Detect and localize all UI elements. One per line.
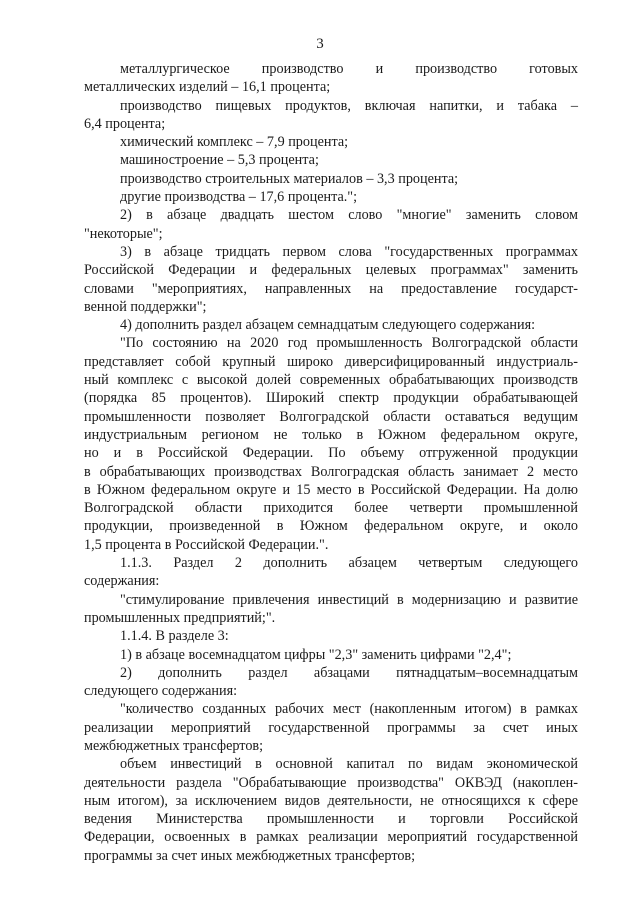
text-line: ный комплекс с высокой долей современных обрабатывающих производств bbox=[84, 372, 578, 389]
text-line: "некоторые"; bbox=[84, 225, 163, 242]
text-line: 4) дополнить раздел абзацем семнадцатым следующего содержания: bbox=[120, 317, 536, 334]
text-line: промышленных предприятий;". bbox=[84, 609, 276, 626]
text-line: содержания: bbox=[84, 573, 160, 590]
text-line: производство пищевых продуктов, включая напитки, и табака – bbox=[120, 97, 578, 114]
text-line: венной поддержки"; bbox=[84, 298, 207, 315]
text-line: 1.1.4. В разделе 3: bbox=[120, 628, 229, 645]
text-line: продукции, произведенной в Южном федеральном округе, и около bbox=[84, 518, 578, 535]
text-line: индустриальным регионом не только в Южном федеральном округе, bbox=[84, 426, 578, 443]
text-line: ным итогом), за исключением видов деятельности, не относящихся к сфере bbox=[84, 792, 578, 809]
text-line: в обрабатывающих производствах Волгоградская область занимает 2 место bbox=[84, 463, 578, 480]
text-line: Федерации, освоенных в рамках реализации мероприятий государственной bbox=[84, 829, 578, 846]
text-line: химический комплекс – 7,9 процента; bbox=[120, 134, 349, 151]
text-line: "стимулирование привлечения инвестиций в модернизацию и развитие bbox=[120, 591, 578, 608]
page-number: 3 bbox=[316, 36, 324, 52]
text-line: представляет собой крупный широко диверсифицированный индустриаль- bbox=[84, 353, 578, 370]
text-line: реализации мероприятий государственной программы за счет иных bbox=[84, 719, 578, 736]
text-line: словами "мероприятиях, направленных на предоставление государст- bbox=[84, 280, 578, 297]
text-line: 3) в абзаце тридцать первом слова "государственных программах bbox=[120, 243, 578, 260]
text-line: в Южном федеральном округе и 15 место в Российской Федерации. На долю bbox=[84, 481, 578, 498]
text-line: 1) в абзаце восемнадцатом цифры "2,3" заменить цифрами "2,4"; bbox=[120, 646, 512, 663]
text-line: Российской Федерации и федеральных целевых программах" заменить bbox=[84, 262, 578, 279]
text-line: "По состоянию на 2020 год промышленность Волгоградской области bbox=[120, 335, 578, 352]
text-line: металлургическое производство и производство готовых bbox=[120, 61, 578, 77]
text-line: 1,5 процента в Российской Федерации.". bbox=[84, 536, 329, 553]
text-line: (порядка 85 процентов). Широкий спектр продукции обрабатывающей bbox=[84, 390, 578, 407]
text-line: деятельности раздела "Обрабатывающие производства" ОКВЭД (накоплен- bbox=[84, 774, 578, 791]
text-line: 2) дополнить раздел абзацами пятнадцатым–восемнадцатым bbox=[120, 664, 578, 681]
text-line: но и в Российской Федерации. По объему отгруженной продукции bbox=[84, 445, 578, 462]
text-line: объем инвестиций в основной капитал по видам экономической bbox=[120, 756, 578, 773]
text-line: программы за счет иных межбюджетных трансфертов; bbox=[84, 847, 416, 864]
text-line: другие производства – 17,6 процента."; bbox=[120, 189, 358, 206]
text-line: 1.1.3. Раздел 2 дополнить абзацем четвертым следующего bbox=[120, 555, 578, 572]
text-line: "количество созданных рабочих мест (накопленным итогом) в рамках bbox=[120, 701, 578, 718]
text-line: металлических изделий – 16,1 процента; bbox=[84, 79, 331, 96]
text-line: машиностроение – 5,3 процента; bbox=[120, 152, 319, 169]
text-line: производство строительных материалов – 3,3 процента; bbox=[120, 170, 459, 187]
text-line: промышленности позволяет Волгоградской области оставаться ведущим bbox=[84, 408, 578, 425]
document-body bbox=[84, 60, 578, 865]
text-line: Волгоградской области приходится более четверти промышленной bbox=[84, 500, 578, 517]
text-line: ведения Министерства промышленности и торговли Российской bbox=[84, 811, 578, 828]
text-line: следующего содержания: bbox=[84, 683, 238, 700]
text-line: 2) в абзаце двадцать шестом слово "многие" заменить словом bbox=[120, 207, 578, 224]
text-line: межбюджетных трансфертов; bbox=[84, 737, 264, 754]
text-line: 6,4 процента; bbox=[84, 115, 166, 132]
